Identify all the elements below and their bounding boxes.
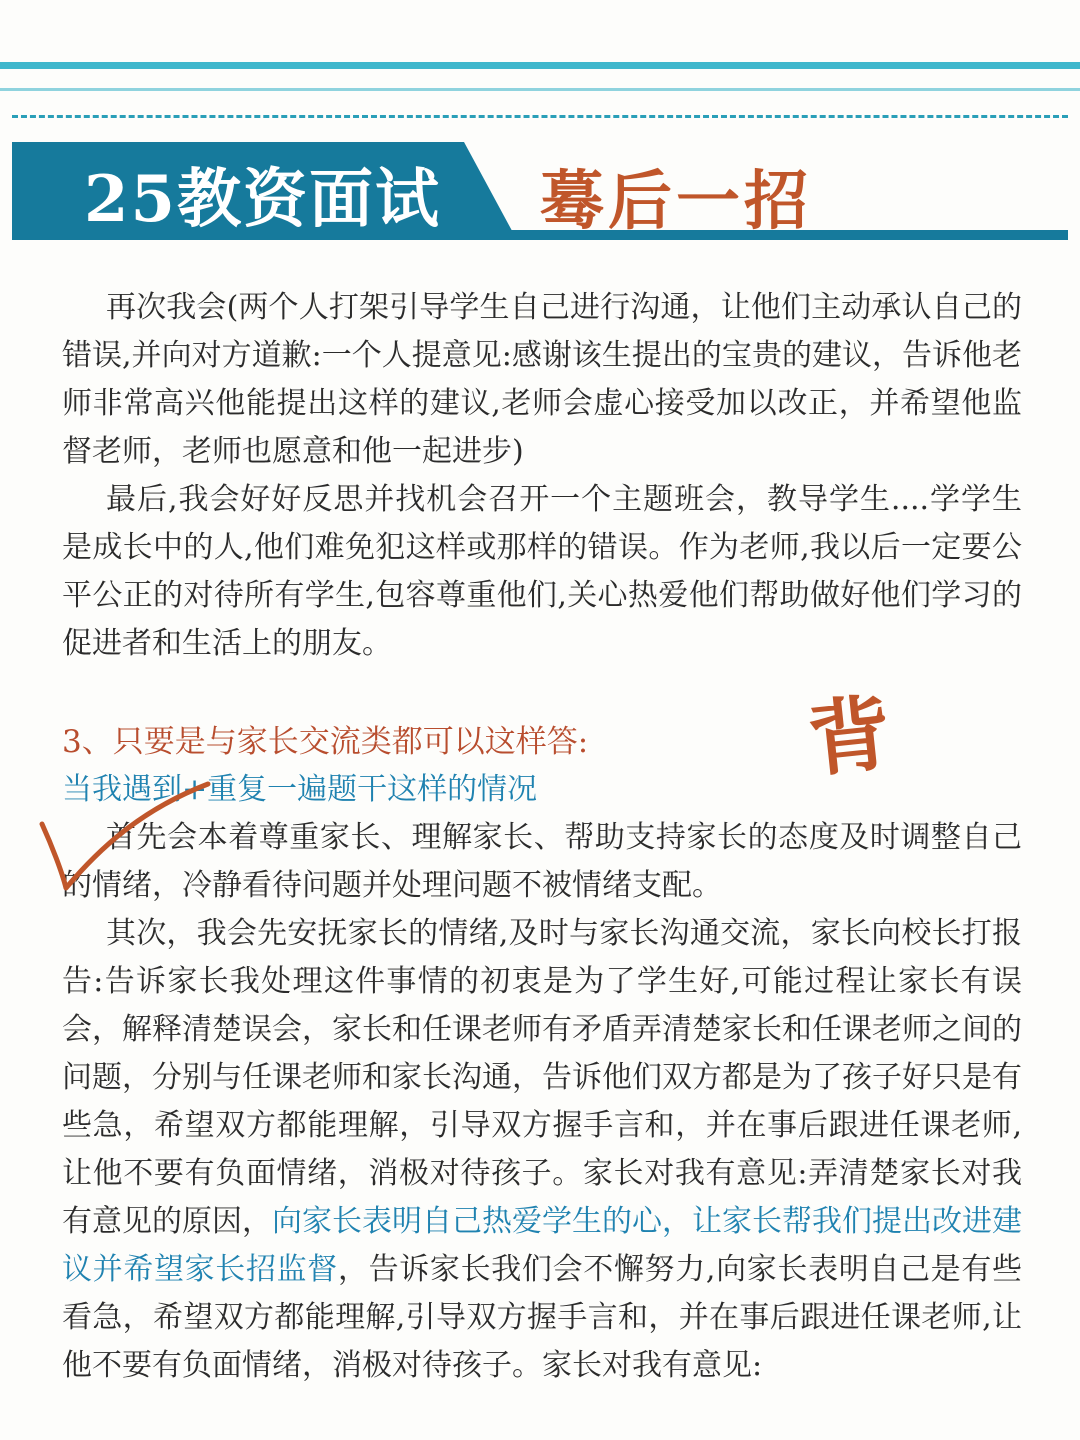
top-rule: [0, 62, 1080, 69]
paragraph-2: 最后,我会好好反思并找机会召开一个主题班会，教导学生....学学生是成长中的人,他们难免犯这样或那样的错误。作为老师,我以后一定要公平公正的对待所有学生,包容尊重他们,关心热爱他们帮助做好他们学习的促进者和生活上的朋友。: [62, 482, 1022, 661]
paragraph-4-part-b: ，告诉家长我们会不懈努力,向家长表明自己是有些看急，希望双方都能理解,引导双方握手言和，并在事后跟进任课老师,让他不要有负面情绪，消极对待孩子。家长对我有意见:: [62, 1252, 1023, 1383]
paragraph-4-highlight: 向家长表明自己热爱学生的心，让家长帮我们提出改进建议并希望家长招监督: [62, 1204, 1022, 1287]
title-banner: [12, 142, 1068, 242]
paragraph-4: [62, 910, 1022, 1390]
paragraph-4-part-a: 其次，我会先安抚家长的情绪,及时与家长沟通交流，家长向校长打报告:告诉家长我处理这件事情的初衷是为了学生好,可能过程让家长有误会，解释清楚误会，家长和任课老师有矛盾弄清楚家长和任课老师之间的问题，分别与任课老师和家长沟通，告诉他们双方都是为了孩子好只是有些急，希望双方都能理解，引导双方握手言和，并在事后跟进任课老师,让他不要有负面情绪，消极对待孩子。家长对我有意见:弄清楚家长对我有意见的原因，: [62, 916, 1022, 1239]
paragraph-3: 首先会本着尊重家长、理解家长、帮助支持家长的态度及时调整自己的情绪，冷静看待问题并处理问题不被情绪支配。: [62, 820, 1022, 903]
handwritten-note: 背: [803, 685, 896, 789]
page-title: 25教资面试: [84, 162, 442, 237]
section-3-intro: 当我遇到+重复一遍题干这样的情况: [62, 772, 538, 807]
paragraph-1: 再次我会(两个人打架引导学生自己进行沟通，让他们主动承认自己的错误,并向对方道歉:一个人提意见:感谢该生提出的宝贵的建议，告诉他老师非常高兴他能提出这样的建议,老师会虚心接受加以改正，并希望他监督老师，老师也愿意和他一起进步): [62, 290, 1022, 469]
page-subtitle: 蓦后一招: [540, 164, 812, 239]
dashed-divider: [12, 115, 1068, 118]
section-3-heading: 3、只要是与家长交流类都可以这样答:: [62, 724, 589, 760]
checkmark-icon: [28, 776, 228, 906]
top-thin-rule: [0, 88, 1080, 91]
